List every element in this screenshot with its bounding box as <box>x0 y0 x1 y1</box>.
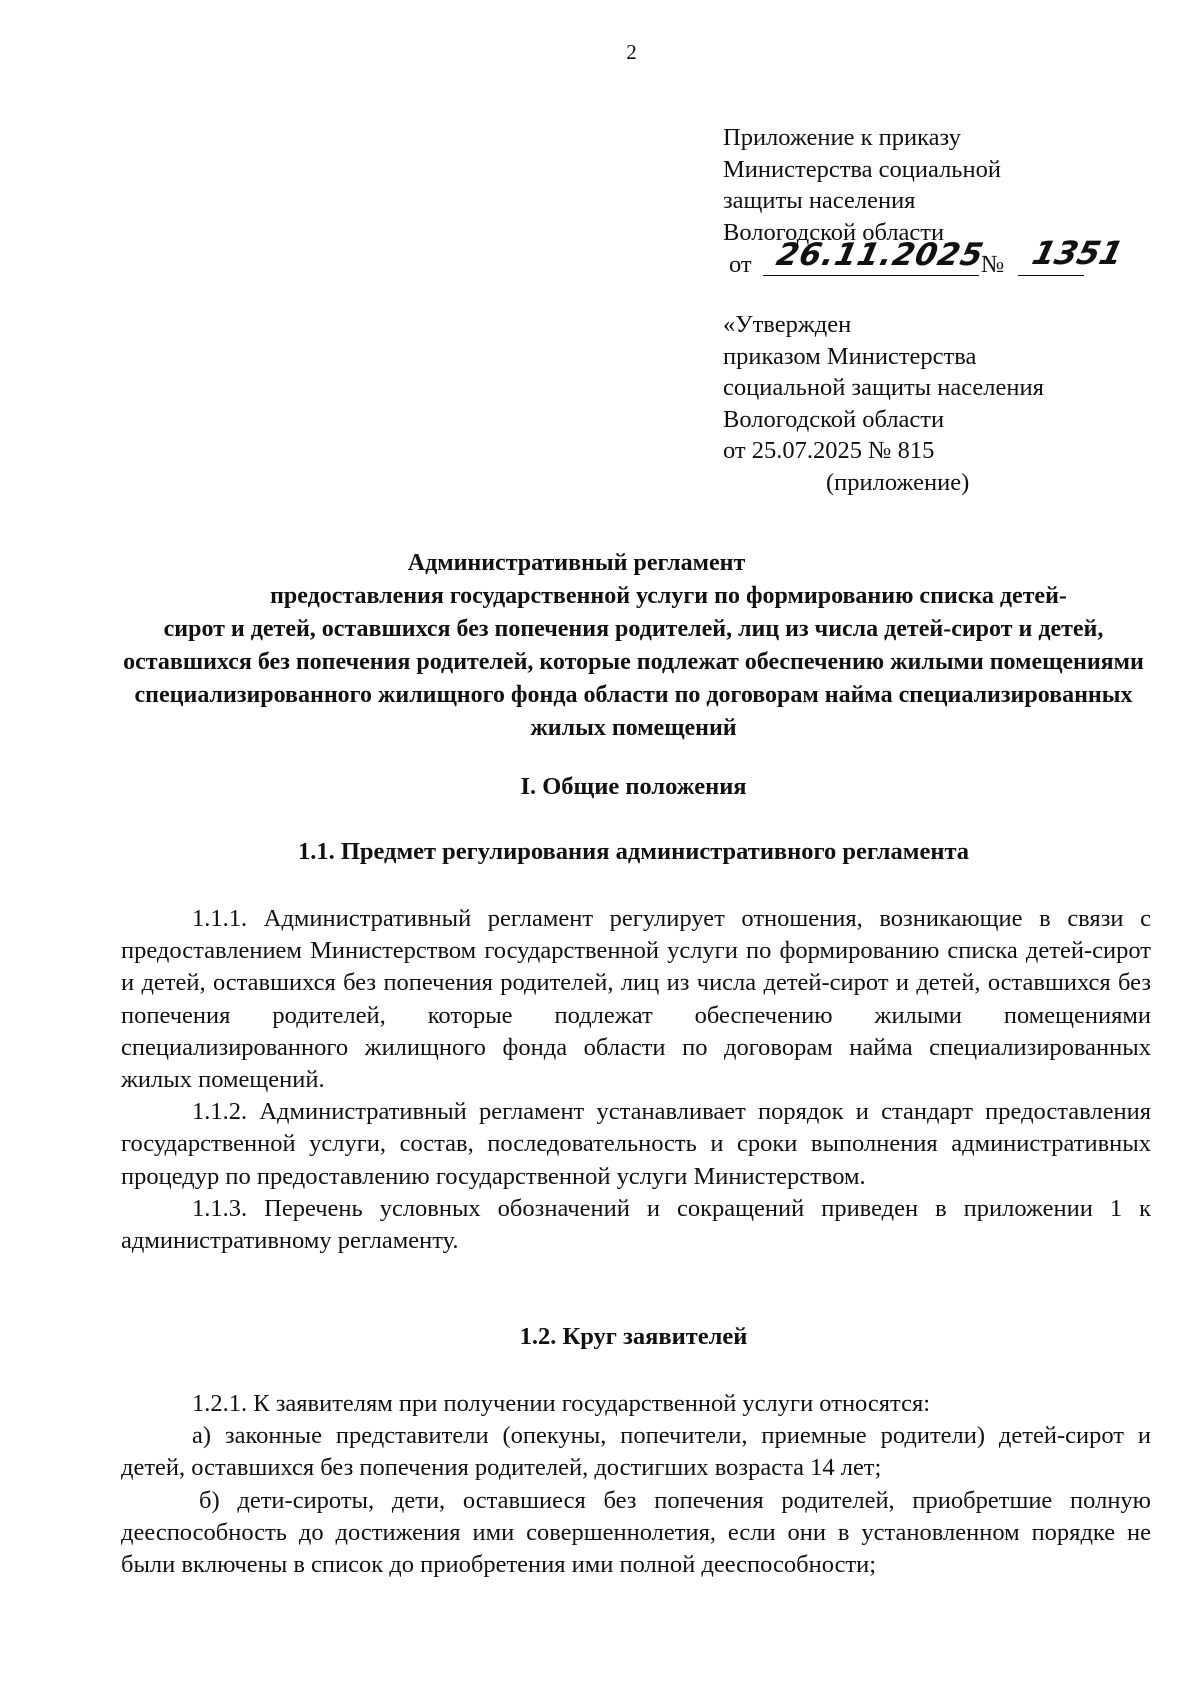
attachment-line: Вологодской области <box>723 218 945 246</box>
attachment-line: Приложение к приказу <box>723 124 961 151</box>
paragraph: 1.1.3. Перечень условных обозначений и сокращений приведен в приложении 1 к административному регламенту. <box>121 1194 1151 1255</box>
number-label: № <box>981 251 1005 278</box>
paragraph: 1.2.1. К заявителям при получении государственной услуги относятся: <box>192 1390 931 1417</box>
paragraph: а) законные представители (опекуны, попечители, приемные родители) детей-сирот и детей, оставшихся без попечения родителей, достигших возраста 14 лет; <box>121 1422 1151 1482</box>
paragraph: 1.1.2. Административный регламент устанавливает порядок и стандарт предоставления государственной услуги, состав, последовательность и сроки выполнения административных процедур по предоставлению государственной услуги Министерством. <box>121 1098 1151 1190</box>
approval-block <box>723 309 1044 498</box>
attachment-line: защиты населения <box>723 187 916 214</box>
section-1-2-body <box>121 1388 1151 1581</box>
paragraph: б) дети-сироты, дети, оставшиеся без попечения родителей, приобретшие полную дееспособность до достижения ими совершеннолетия, если они в установленном порядке не были включены в список до приобретения ими полной дееспособности; <box>121 1486 1151 1579</box>
order-date-number-line <box>723 234 1127 280</box>
title-rest: сирот и детей, оставшихся без попечения родителей, лиц из числа детей-сирот и детей, оставшихся без попечения родителей, которые подлежат обеспечению жилыми помещениями специализированного жилищного фонда области по договорам найма специализированных жилых помещений <box>123 616 1144 741</box>
handwritten-date: 26.11.2025 <box>773 237 988 273</box>
approval-line: Вологодской области <box>723 405 945 433</box>
approval-note: (приложение) <box>826 468 970 496</box>
date-underline <box>763 275 979 276</box>
approval-line: приказом Министерства <box>723 342 977 370</box>
approval-line: от 25.07.2025 № 815 <box>723 437 935 464</box>
document-title <box>117 547 1150 745</box>
title-line: предоставления государственной услуги по формированию списка детей- <box>270 583 1067 609</box>
attachment-line: Министерства социальной <box>723 155 1001 183</box>
from-label: от <box>729 251 752 278</box>
approval-line: «Утвержден <box>723 311 852 338</box>
title-line: Административный регламент <box>407 550 746 576</box>
subsection-heading: 1.1. Предмет регулирования административного регламента <box>297 838 970 865</box>
page-number: 2 <box>626 40 637 64</box>
number-underline <box>1018 275 1084 276</box>
handwritten-number: 1351 <box>1028 234 1127 272</box>
section-heading: I. Общие положения <box>520 773 747 800</box>
attachment-block <box>723 122 1127 280</box>
approval-line: социальной защиты населения <box>723 374 1044 401</box>
paragraph: 1.1.1. Административный регламент регулирует отношения, возникающие в связи с предоставлением Министерством государственной услуги по формированию списка детей-сирот и детей, оставшихся без попечения родителей, лиц из числа детей-сирот и детей, оставшихся без попечения родителей, которые подлежат обеспечению жилыми помещениями специализированного жилищного фонда области по договорам найма специализированных жилых помещений. <box>121 905 1151 1094</box>
section-1-1-body <box>121 903 1151 1257</box>
subsection-heading: 1.2. Круг заявителей <box>519 1323 748 1350</box>
